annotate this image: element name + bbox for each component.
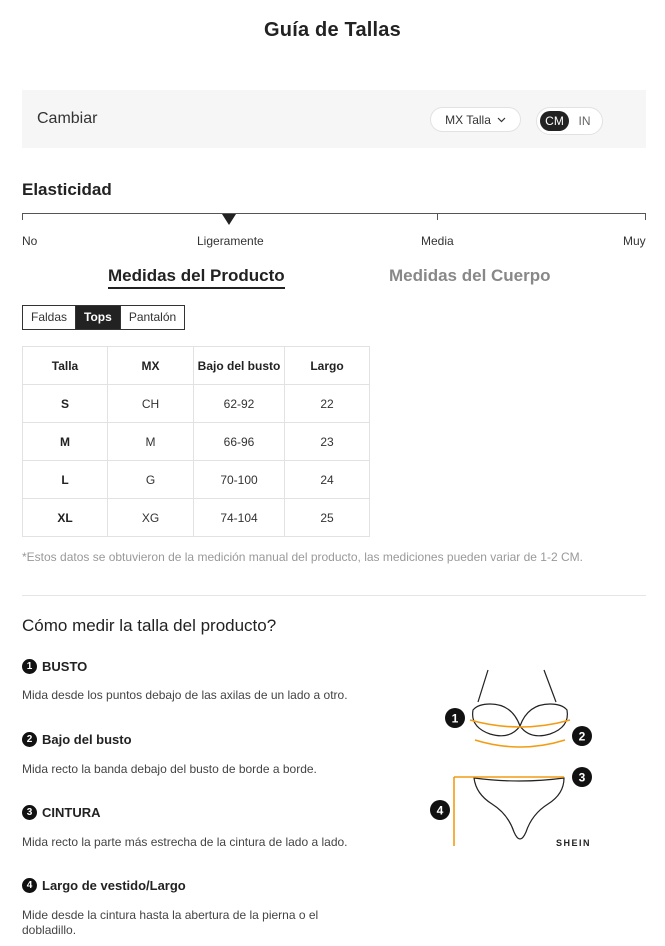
- measure-heading-length: [22, 878, 186, 893]
- measure-title: BUSTO: [42, 659, 88, 674]
- chevron-down-icon: [497, 117, 506, 123]
- table-cell: XG: [108, 499, 194, 537]
- howto-title: Cómo medir la talla del producto?: [22, 616, 277, 635]
- table-header: MX: [108, 347, 194, 385]
- marker-3-label: 3: [578, 770, 586, 785]
- table-cell: XL: [23, 499, 108, 537]
- measure-title: CINTURA: [42, 805, 101, 820]
- measure-description-line: dobladillo.: [22, 923, 77, 937]
- number-2-icon: 2: [22, 732, 37, 747]
- measure-heading-waist: [22, 805, 101, 820]
- size-system-select[interactable]: [430, 107, 521, 132]
- elasticity-level-slight: Ligeramente: [197, 234, 264, 248]
- measure-description: [22, 908, 318, 938]
- table-cell: 70-100: [194, 461, 285, 499]
- measurement-disclaimer: *Estos datos se obtuvieron de la medición manual del producto, las mediciones pueden variar de 1-2 CM.: [22, 550, 583, 564]
- elasticity-level-no: No: [22, 234, 38, 248]
- size-table: [22, 346, 370, 537]
- table-cell: G: [108, 461, 194, 499]
- measure-title: Largo de vestido/Largo: [42, 878, 186, 893]
- table-cell: CH: [108, 385, 194, 423]
- size-system-label: MX Talla: [445, 112, 491, 127]
- number-1-icon: 1: [22, 659, 37, 674]
- table-row: [23, 423, 370, 461]
- page-title: Guía de Tallas: [264, 19, 401, 41]
- unit-option-cm[interactable]: CM: [540, 111, 569, 131]
- tab-product-measurements[interactable]: Medidas del Producto: [108, 266, 285, 289]
- category-faldas-button[interactable]: Faldas: [23, 306, 75, 329]
- category-group: [22, 305, 185, 330]
- table-cell: 24: [285, 461, 370, 499]
- marker-1-label: 1: [451, 711, 459, 726]
- unit-bar: [22, 90, 646, 148]
- category-tops-button[interactable]: Tops: [75, 306, 120, 329]
- table-header-row: [23, 347, 370, 385]
- brand-logo: SHEIN: [556, 838, 592, 848]
- marker-4-label: 4: [436, 803, 444, 818]
- table-header: Largo: [285, 347, 370, 385]
- unit-toggle: [536, 107, 603, 135]
- change-label: Cambiar: [37, 110, 98, 127]
- table-cell: L: [23, 461, 108, 499]
- measure-description: Mida desde los puntos debajo de las axilas de un lado a otro.: [22, 688, 348, 702]
- elasticity-level-high: Muy: [623, 234, 646, 248]
- table-cell: 25: [285, 499, 370, 537]
- tab-body-measurements[interactable]: Medidas del Cuerpo: [389, 266, 551, 285]
- measure-description-line: Mide desde la cintura hasta la abertura de la pierna o el: [22, 908, 319, 922]
- table-row: [23, 499, 370, 537]
- scale-tick: [437, 213, 438, 220]
- table-cell: 23: [285, 423, 370, 461]
- table-header: Bajo del busto: [194, 347, 285, 385]
- table-cell: M: [23, 423, 108, 461]
- category-pantalon-button[interactable]: Pantalón: [120, 306, 184, 329]
- bikini-measurement-illustration: [436, 662, 600, 852]
- table-header: Talla: [23, 347, 108, 385]
- elasticity-marker-icon: [222, 214, 236, 225]
- number-4-icon: 4: [22, 878, 37, 893]
- unit-option-in[interactable]: IN: [578, 114, 591, 128]
- section-divider: [22, 595, 646, 596]
- elasticity-level-medium: Media: [421, 234, 454, 248]
- table-cell: 66-96: [194, 423, 285, 461]
- table-cell: 74-104: [194, 499, 285, 537]
- number-3-icon: 3: [22, 805, 37, 820]
- table-cell: M: [108, 423, 194, 461]
- elasticity-title: Elasticidad: [22, 180, 112, 199]
- elasticity-scale: [22, 213, 646, 214]
- scale-tick: [645, 213, 646, 220]
- measure-title: Bajo del busto: [42, 732, 132, 747]
- table-row: [23, 461, 370, 499]
- measure-description: Mida recto la parte más estrecha de la cintura de lado a lado.: [22, 835, 348, 849]
- table-row: [23, 385, 370, 423]
- measure-heading-bust: [22, 659, 87, 674]
- measure-description: Mida recto la banda debajo del busto de borde a borde.: [22, 762, 317, 776]
- scale-tick: [22, 213, 23, 220]
- measure-heading-underbust: [22, 732, 132, 747]
- table-cell: S: [23, 385, 108, 423]
- marker-2-label: 2: [578, 729, 586, 744]
- table-cell: 22: [285, 385, 370, 423]
- table-cell: 62-92: [194, 385, 285, 423]
